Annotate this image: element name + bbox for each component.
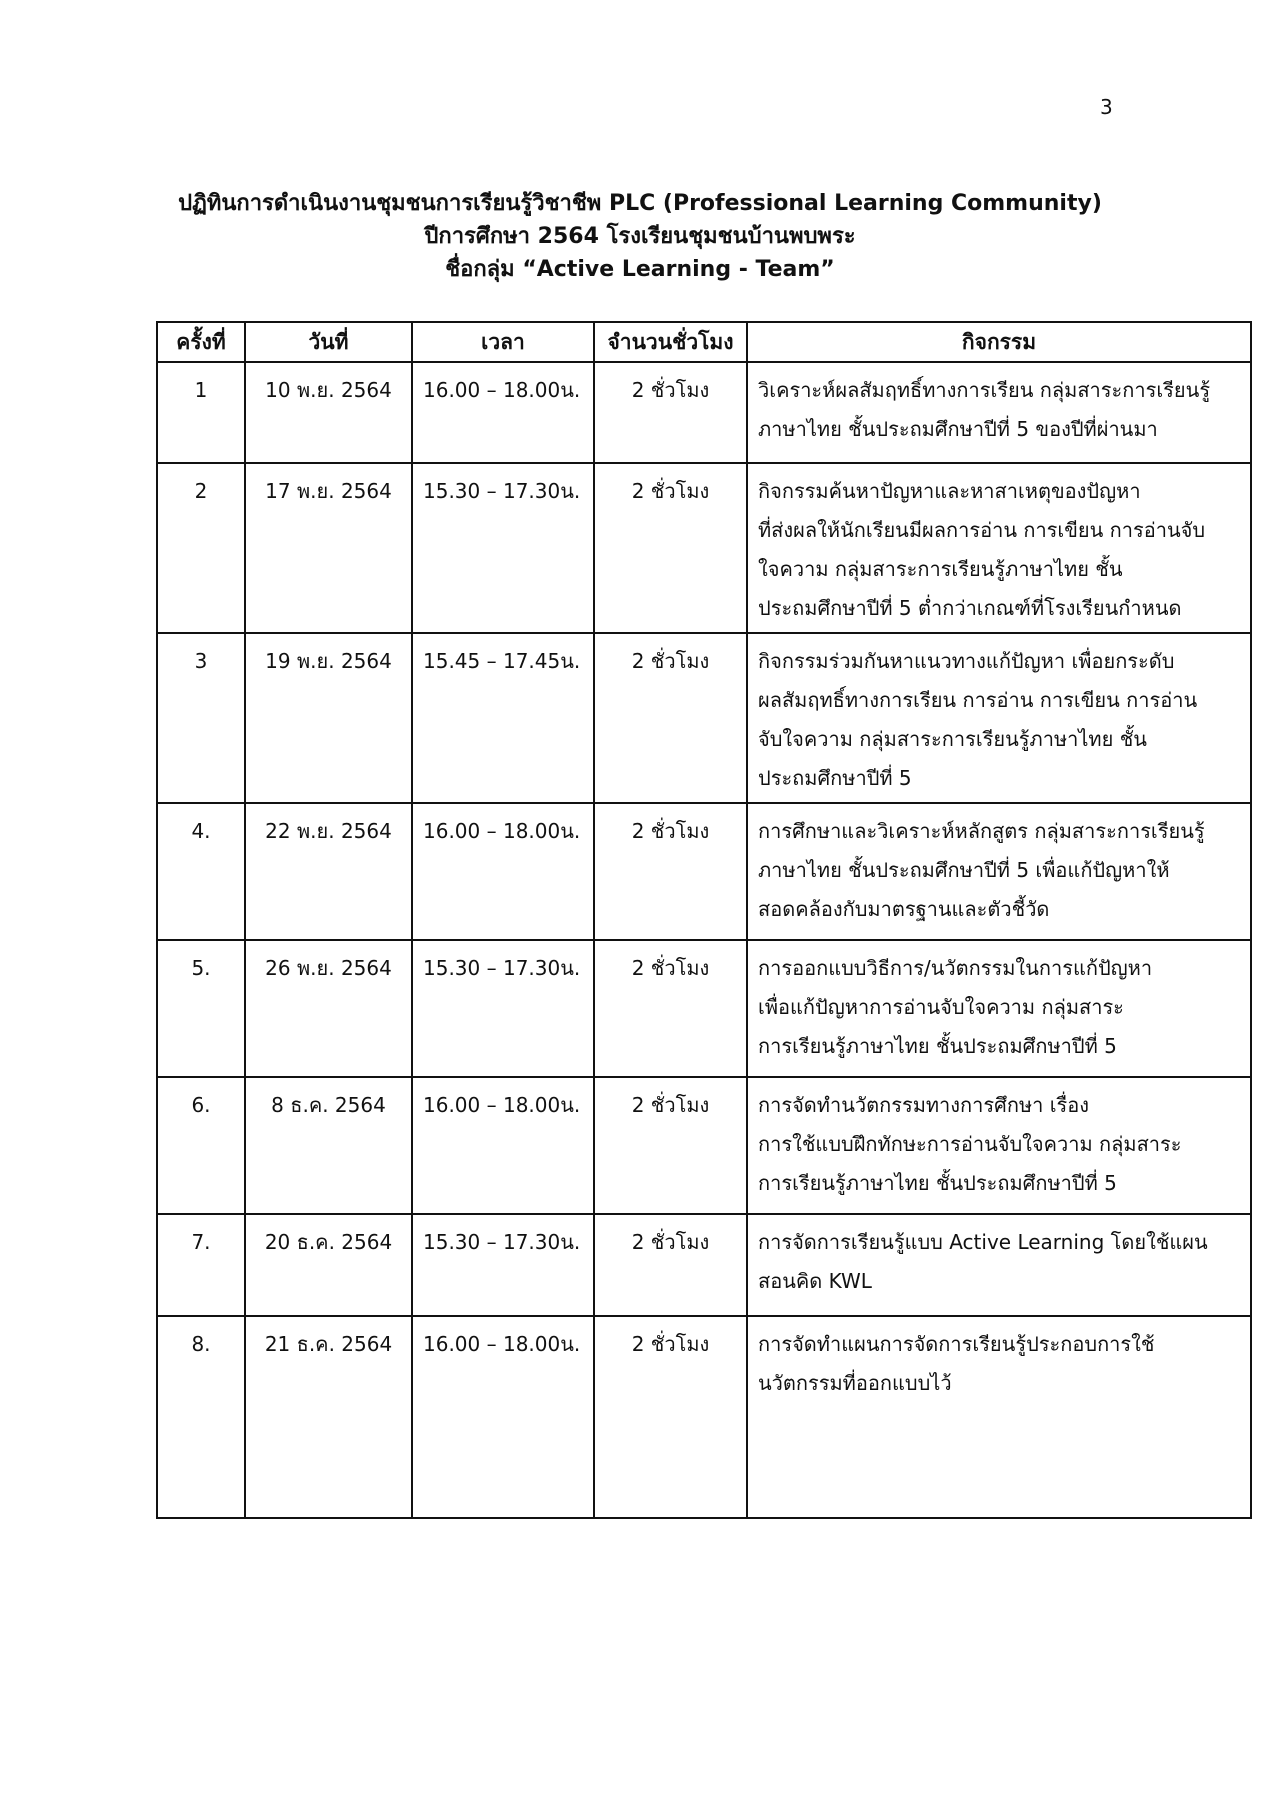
- activity-line: กิจกรรมร่วมกันหาแนวทางแก้ปัญหา เพื่อยกระดับ: [758, 649, 1175, 673]
- activity-line: ที่ส่งผลให้นักเรียนมีผลการอ่าน การเขียน การอ่านจับ: [758, 518, 1206, 542]
- row-no: 4.: [157, 803, 245, 940]
- row-activity: [747, 362, 1251, 463]
- title-line-3: ชื่อกลุ่ม “Active Learning - Team”: [445, 257, 835, 282]
- row-activity: [747, 940, 1251, 1077]
- activity-line: ประถมศึกษาปีที่ 5: [758, 766, 912, 790]
- row-date: 22 พ.ย. 2564: [245, 803, 412, 940]
- row-hours: 2 ชั่วโมง: [594, 940, 747, 1077]
- row-activity: [747, 1214, 1251, 1316]
- row-hours: 2 ชั่วโมง: [594, 463, 747, 633]
- table-header-row: [157, 322, 1251, 362]
- row-hours: 2 ชั่วโมง: [594, 1077, 747, 1214]
- table-row: [157, 362, 1251, 463]
- row-no: 8.: [157, 1316, 245, 1518]
- header-hours: จำนวนชั่วโมง: [594, 322, 747, 362]
- activity-line: ผลสัมฤทธิ์ทางการเรียน การอ่าน การเขียน การอ่าน: [758, 688, 1198, 712]
- activity-line: ภาษาไทย ชั้นประถมศึกษาปีที่ 5 ของปีที่ผ่านมา: [758, 417, 1158, 441]
- row-hours: 2 ชั่วโมง: [594, 633, 747, 803]
- row-date: 10 พ.ย. 2564: [245, 362, 412, 463]
- activity-line: ภาษาไทย ชั้นประถมศึกษาปีที่ 5 เพื่อแก้ปัญหาให้: [758, 858, 1170, 882]
- table-body: [157, 362, 1251, 1518]
- row-activity: [747, 463, 1251, 633]
- row-date: 17 พ.ย. 2564: [245, 463, 412, 633]
- activity-line: วิเคราะห์ผลสัมฤทธิ์ทางการเรียน กลุ่มสาระการเรียนรู้: [758, 378, 1211, 402]
- activity-line: เพื่อแก้ปัญหาการอ่านจับใจความ กลุ่มสาระ: [758, 995, 1124, 1019]
- row-no: 3: [157, 633, 245, 803]
- row-time: 16.00 – 18.00น.: [412, 803, 594, 940]
- row-no: 7.: [157, 1214, 245, 1316]
- table-row: [157, 463, 1251, 633]
- row-no: 2: [157, 463, 245, 633]
- table-row: [157, 1077, 1251, 1214]
- table-row: [157, 803, 1251, 940]
- header-date: วันที่: [245, 322, 412, 362]
- row-date: 20 ธ.ค. 2564: [245, 1214, 412, 1316]
- row-time: 16.00 – 18.00น.: [412, 1316, 594, 1518]
- row-time: 15.30 – 17.30น.: [412, 940, 594, 1077]
- row-hours: 2 ชั่วโมง: [594, 1316, 747, 1518]
- page-number: 3: [1100, 95, 1113, 119]
- activity-line: สอนคิด KWL: [758, 1269, 872, 1293]
- activity-line: การศึกษาและวิเคราะห์หลักสูตร กลุ่มสาระการเรียนรู้: [758, 819, 1205, 843]
- row-time: 15.30 – 17.30น.: [412, 1214, 594, 1316]
- row-no: 6.: [157, 1077, 245, 1214]
- row-date: 21 ธ.ค. 2564: [245, 1316, 412, 1518]
- header-time: เวลา: [412, 322, 594, 362]
- activity-line: สอดคล้องกับมาตรฐานและตัวชี้วัด: [758, 897, 1050, 921]
- row-activity: [747, 803, 1251, 940]
- activity-line: การเรียนรู้ภาษาไทย ชั้นประถมศึกษาปีที่ 5: [758, 1034, 1117, 1058]
- row-time: 16.00 – 18.00น.: [412, 1077, 594, 1214]
- row-hours: 2 ชั่วโมง: [594, 1214, 747, 1316]
- row-no: 1: [157, 362, 245, 463]
- row-time: 16.00 – 18.00น.: [412, 362, 594, 463]
- table-row: [157, 1316, 1251, 1518]
- title-line-1: ปฏิทินการดำเนินงานชุมชนการเรียนรู้วิชาชีพ PLC (Professional Learning Community): [178, 191, 1102, 216]
- table-row: [157, 940, 1251, 1077]
- header-no: ครั้งที่: [157, 322, 245, 362]
- activity-line: การจัดการเรียนรู้แบบ Active Learning โดยใช้แผน: [758, 1230, 1208, 1254]
- activity-line: นวัตกรรมที่ออกแบบไว้: [758, 1371, 952, 1395]
- activity-line: การจัดทำนวัตกรรมทางการศึกษา เรื่อง: [758, 1093, 1090, 1117]
- row-activity: [747, 1077, 1251, 1214]
- header-activity: กิจกรรม: [747, 322, 1251, 362]
- row-date: 19 พ.ย. 2564: [245, 633, 412, 803]
- schedule-table: [156, 321, 1252, 1519]
- activity-line: กิจกรรมค้นหาปัญหาและหาสาเหตุของปัญหา: [758, 479, 1141, 503]
- table-row: [157, 633, 1251, 803]
- row-activity: [747, 1316, 1251, 1518]
- title-line-2: ปีการศึกษา 2564 โรงเรียนชุมชนบ้านพบพระ: [424, 224, 856, 249]
- row-no: 5.: [157, 940, 245, 1077]
- row-time: 15.30 – 17.30น.: [412, 463, 594, 633]
- activity-line: การใช้แบบฝึกทักษะการอ่านจับใจความ กลุ่มสาระ: [758, 1132, 1182, 1156]
- activity-line: การจัดทำแผนการจัดการเรียนรู้ประกอบการใช้: [758, 1332, 1155, 1356]
- activity-line: การเรียนรู้ภาษาไทย ชั้นประถมศึกษาปีที่ 5: [758, 1171, 1117, 1195]
- document-title: [150, 187, 1130, 286]
- row-time: 15.45 – 17.45น.: [412, 633, 594, 803]
- row-hours: 2 ชั่วโมง: [594, 362, 747, 463]
- activity-line: ประถมศึกษาปีที่ 5 ต่ำกว่าเกณฑ์ที่โรงเรียนกำหนด: [758, 596, 1182, 620]
- row-date: 26 พ.ย. 2564: [245, 940, 412, 1077]
- row-date: 8 ธ.ค. 2564: [245, 1077, 412, 1214]
- activity-line: การออกแบบวิธีการ/นวัตกรรมในการแก้ปัญหา: [758, 956, 1153, 980]
- activity-line: ใจความ กลุ่มสาระการเรียนรู้ภาษาไทย ชั้น: [758, 557, 1123, 581]
- table-row: [157, 1214, 1251, 1316]
- row-activity: [747, 633, 1251, 803]
- activity-line: จับใจความ กลุ่มสาระการเรียนรู้ภาษาไทย ชั้น: [758, 727, 1147, 751]
- row-hours: 2 ชั่วโมง: [594, 803, 747, 940]
